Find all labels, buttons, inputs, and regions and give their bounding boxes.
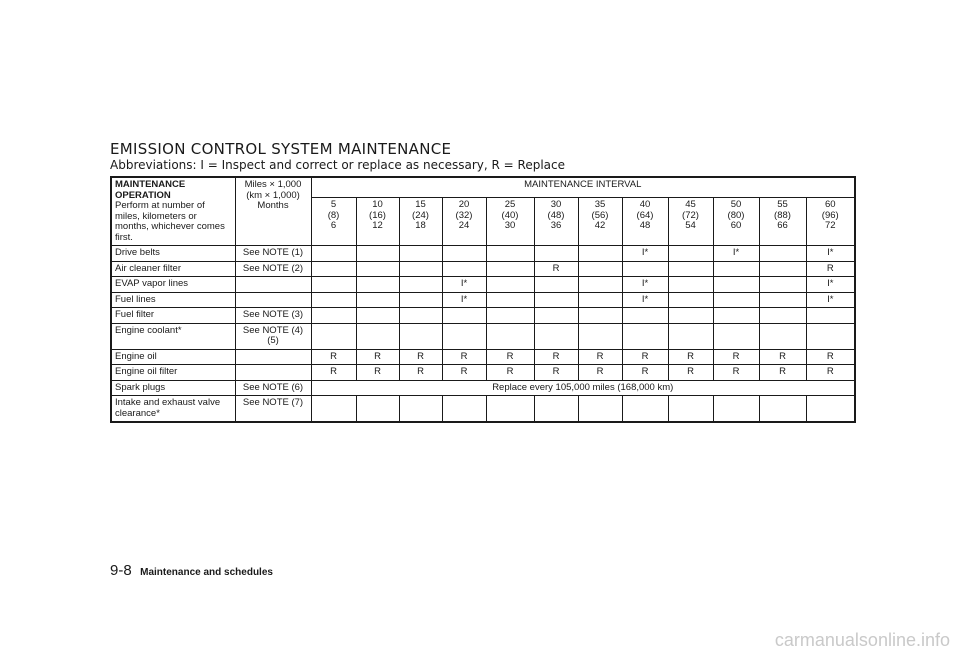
row-mark: R bbox=[356, 349, 399, 365]
row-item: Engine coolant* bbox=[111, 323, 235, 349]
row-mark: R bbox=[442, 349, 486, 365]
row-mark bbox=[486, 396, 534, 423]
interval-months: 12 bbox=[372, 220, 383, 232]
interval-header-cell bbox=[442, 198, 486, 246]
interval-months: 48 bbox=[639, 220, 651, 232]
table-row bbox=[111, 277, 855, 293]
row-mark: I* bbox=[622, 292, 668, 308]
row-mark bbox=[356, 308, 399, 324]
row-note: See NOTE (2) bbox=[235, 261, 311, 277]
row-mark bbox=[713, 261, 759, 277]
row-item: Engine oil filter bbox=[111, 365, 235, 381]
interval-km: (40) bbox=[501, 209, 519, 221]
row-mark bbox=[668, 292, 713, 308]
row-mark bbox=[806, 308, 855, 324]
row-mark: R bbox=[534, 349, 578, 365]
watermark: carmanualsonline.info bbox=[774, 630, 950, 650]
interval-months: 66 bbox=[777, 220, 788, 232]
row-mark bbox=[399, 323, 442, 349]
row-mark bbox=[759, 261, 806, 277]
row-mark: R bbox=[578, 349, 622, 365]
row-mark bbox=[806, 323, 855, 349]
row-mark: I* bbox=[442, 292, 486, 308]
interval-miles: 20 bbox=[458, 199, 470, 211]
operation-header-title: MAINTENANCE OPERATION bbox=[115, 179, 186, 201]
row-mark bbox=[399, 277, 442, 293]
interval-km: (72) bbox=[682, 209, 699, 221]
operation-header bbox=[111, 177, 235, 246]
row-mark bbox=[311, 246, 356, 262]
row-note: See NOTE (3) bbox=[235, 308, 311, 324]
row-mark bbox=[759, 246, 806, 262]
row-mark bbox=[311, 261, 356, 277]
row-mark bbox=[668, 261, 713, 277]
row-mark: R bbox=[759, 349, 806, 365]
row-mark: R bbox=[534, 261, 578, 277]
row-mark: I* bbox=[713, 246, 759, 262]
table-row bbox=[111, 349, 855, 365]
row-note bbox=[235, 365, 311, 381]
row-mark bbox=[622, 396, 668, 423]
interval-km: (32) bbox=[455, 209, 473, 221]
row-mark bbox=[578, 261, 622, 277]
row-item: Spark plugs bbox=[111, 380, 235, 396]
interval-header-cell bbox=[668, 198, 713, 246]
row-mark: R bbox=[486, 349, 534, 365]
row-mark: R bbox=[534, 365, 578, 381]
row-mark bbox=[759, 396, 806, 423]
row-note: See NOTE (6) bbox=[235, 380, 311, 396]
table-row bbox=[111, 323, 855, 349]
row-mark bbox=[486, 246, 534, 262]
row-mark: I* bbox=[442, 277, 486, 293]
row-note bbox=[235, 292, 311, 308]
interval-header-cell bbox=[578, 198, 622, 246]
table-row bbox=[111, 396, 855, 423]
interval-months: 30 bbox=[504, 220, 516, 232]
row-mark bbox=[311, 323, 356, 349]
row-mark bbox=[399, 396, 442, 423]
abbreviations-note: Abbreviations: I = Inspect and correct or replace as necessary, R = Replace bbox=[110, 158, 565, 172]
row-mark bbox=[713, 323, 759, 349]
interval-miles: 25 bbox=[504, 199, 516, 211]
table-row bbox=[111, 365, 855, 381]
row-mark bbox=[534, 246, 578, 262]
row-mark bbox=[713, 308, 759, 324]
row-mark: I* bbox=[806, 246, 855, 262]
row-mark bbox=[486, 261, 534, 277]
interval-km: (80) bbox=[727, 209, 745, 221]
row-mark bbox=[806, 396, 855, 423]
row-mark bbox=[356, 396, 399, 423]
row-mark: R bbox=[806, 365, 855, 381]
row-mark bbox=[311, 308, 356, 324]
row-item: Engine oil bbox=[111, 349, 235, 365]
row-mark bbox=[356, 261, 399, 277]
row-mark bbox=[759, 323, 806, 349]
row-mark bbox=[311, 396, 356, 423]
interval-months: 60 bbox=[730, 220, 742, 232]
interval-miles: 5 bbox=[330, 199, 337, 211]
row-mark: R bbox=[806, 261, 855, 277]
table-row bbox=[111, 292, 855, 308]
table-row bbox=[111, 380, 855, 396]
section-title: EMISSION CONTROL SYSTEM MAINTENANCE bbox=[110, 140, 452, 158]
row-mark bbox=[534, 308, 578, 324]
row-mark bbox=[442, 308, 486, 324]
interval-miles: 10 bbox=[372, 199, 383, 211]
interval-header-cell bbox=[534, 198, 578, 246]
interval-months: 24 bbox=[458, 220, 470, 232]
maintenance-table bbox=[110, 176, 856, 423]
row-mark: R bbox=[442, 365, 486, 381]
miles-header-line1: Miles × 1,000 bbox=[244, 179, 302, 190]
row-mark bbox=[759, 277, 806, 293]
row-mark bbox=[399, 292, 442, 308]
interval-km: (16) bbox=[369, 209, 386, 221]
interval-km: (56) bbox=[591, 209, 609, 221]
row-mark bbox=[622, 323, 668, 349]
row-mark bbox=[311, 277, 356, 293]
row-item: Intake and exhaust valve clearance* bbox=[111, 396, 235, 423]
row-mark: I* bbox=[806, 292, 855, 308]
row-mark bbox=[759, 292, 806, 308]
page-number: 9-8 bbox=[110, 562, 132, 579]
row-mark bbox=[442, 396, 486, 423]
row-mark bbox=[311, 292, 356, 308]
row-mark: R bbox=[356, 365, 399, 381]
row-mark bbox=[578, 246, 622, 262]
interval-header-cell bbox=[806, 198, 855, 246]
row-mark: R bbox=[713, 349, 759, 365]
row-mark bbox=[578, 292, 622, 308]
row-mark bbox=[442, 246, 486, 262]
row-mark bbox=[486, 292, 534, 308]
row-mark bbox=[442, 261, 486, 277]
row-mark: I* bbox=[622, 246, 668, 262]
row-mark bbox=[622, 261, 668, 277]
interval-header-cell bbox=[713, 198, 759, 246]
interval-miles: 60 bbox=[824, 199, 836, 211]
row-note: See NOTE (7) bbox=[235, 396, 311, 423]
page-footer bbox=[110, 562, 273, 580]
interval-km: (64) bbox=[636, 209, 654, 221]
row-mark bbox=[399, 308, 442, 324]
row-mark bbox=[668, 323, 713, 349]
interval-km: (48) bbox=[547, 209, 565, 221]
row-mark bbox=[578, 323, 622, 349]
row-mark bbox=[356, 246, 399, 262]
interval-miles: 15 bbox=[415, 199, 426, 211]
row-mark bbox=[713, 292, 759, 308]
row-mark: R bbox=[399, 349, 442, 365]
row-mark bbox=[578, 396, 622, 423]
interval-header-cell bbox=[399, 198, 442, 246]
interval-header-cell bbox=[759, 198, 806, 246]
interval-header-cell bbox=[356, 198, 399, 246]
row-note: See NOTE (1) bbox=[235, 246, 311, 262]
row-mark bbox=[622, 308, 668, 324]
row-mark: R bbox=[713, 365, 759, 381]
interval-km: (88) bbox=[774, 209, 791, 221]
row-mark bbox=[534, 396, 578, 423]
row-mark bbox=[759, 308, 806, 324]
row-mark: R bbox=[622, 365, 668, 381]
row-mark: I* bbox=[622, 277, 668, 293]
interval-months: 6 bbox=[330, 220, 337, 232]
table-row bbox=[111, 246, 855, 262]
miles-header bbox=[235, 177, 311, 246]
row-mark bbox=[356, 292, 399, 308]
row-mark: R bbox=[668, 349, 713, 365]
interval-header: MAINTENANCE INTERVAL bbox=[311, 177, 855, 198]
row-mark bbox=[442, 323, 486, 349]
row-mark: R bbox=[622, 349, 668, 365]
row-mark: R bbox=[806, 349, 855, 365]
interval-months: 54 bbox=[685, 220, 696, 232]
row-item: Fuel filter bbox=[111, 308, 235, 324]
table-row bbox=[111, 261, 855, 277]
row-mark bbox=[486, 277, 534, 293]
row-mark: R bbox=[759, 365, 806, 381]
row-mark bbox=[713, 396, 759, 423]
row-mark bbox=[668, 308, 713, 324]
row-mark bbox=[486, 308, 534, 324]
row-mark: R bbox=[486, 365, 534, 381]
interval-miles: 45 bbox=[685, 199, 696, 211]
interval-header-cell bbox=[311, 198, 356, 246]
row-mark bbox=[534, 277, 578, 293]
interval-km: (96) bbox=[821, 209, 839, 221]
row-mark bbox=[668, 246, 713, 262]
row-mark bbox=[486, 323, 534, 349]
row-mark bbox=[399, 246, 442, 262]
row-note: See NOTE (4)(5) bbox=[235, 323, 311, 349]
row-mark bbox=[578, 277, 622, 293]
row-mark: R bbox=[578, 365, 622, 381]
row-mark bbox=[668, 396, 713, 423]
table-row bbox=[111, 308, 855, 324]
chapter-title: Maintenance and schedules bbox=[140, 567, 273, 578]
row-mark bbox=[399, 261, 442, 277]
interval-header-cell bbox=[622, 198, 668, 246]
interval-header-cell bbox=[486, 198, 534, 246]
miles-header-line2: (km × 1,000) bbox=[246, 189, 300, 201]
row-mark bbox=[534, 323, 578, 349]
row-note bbox=[235, 277, 311, 293]
row-item: Fuel lines bbox=[111, 292, 235, 308]
row-mark: R bbox=[668, 365, 713, 381]
interval-miles: 35 bbox=[594, 199, 606, 211]
interval-miles: 30 bbox=[550, 199, 562, 211]
row-mark: R bbox=[311, 349, 356, 365]
row-item: Drive belts bbox=[111, 246, 235, 262]
interval-miles: 50 bbox=[730, 199, 742, 211]
row-mark bbox=[713, 277, 759, 293]
row-note bbox=[235, 349, 311, 365]
row-mark: I* bbox=[806, 277, 855, 293]
interval-months: 72 bbox=[824, 220, 836, 232]
interval-miles: 55 bbox=[777, 199, 788, 211]
row-mark bbox=[534, 292, 578, 308]
row-mark: R bbox=[311, 365, 356, 381]
interval-km: (24) bbox=[412, 209, 429, 221]
row-mark: R bbox=[399, 365, 442, 381]
row-span-text: Replace every 105,000 miles (168,000 km) bbox=[311, 380, 855, 396]
interval-months: 36 bbox=[550, 220, 562, 232]
row-mark bbox=[356, 277, 399, 293]
interval-months: 42 bbox=[594, 220, 606, 232]
row-mark bbox=[668, 277, 713, 293]
interval-months: 18 bbox=[415, 220, 426, 232]
operation-header-desc: Perform at number of miles, kilometers or months, whichever comes first. bbox=[115, 200, 225, 243]
row-item: Air cleaner filter bbox=[111, 261, 235, 277]
miles-header-line3: Months bbox=[257, 200, 289, 211]
interval-km: (8) bbox=[327, 209, 340, 221]
interval-miles: 40 bbox=[639, 199, 651, 211]
row-mark bbox=[356, 323, 399, 349]
row-mark bbox=[578, 308, 622, 324]
row-item: EVAP vapor lines bbox=[111, 277, 235, 293]
